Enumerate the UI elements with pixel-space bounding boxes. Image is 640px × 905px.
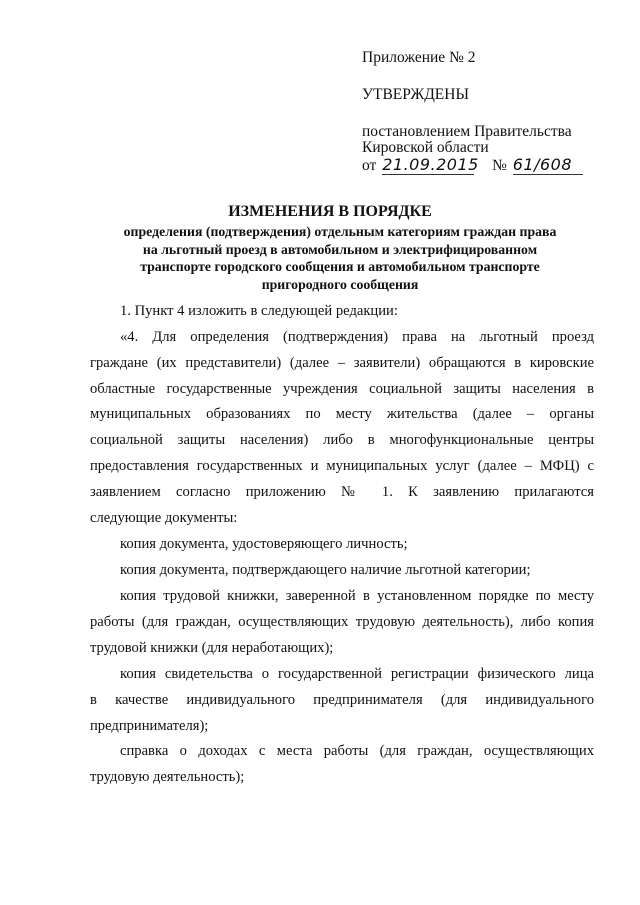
list-item-line: справка о доходах с места работы (для граждан, осуществляющих	[120, 743, 594, 759]
number-prefix: №	[492, 157, 507, 174]
list-item-line: в качестве индивидуального предпринимателя (для индивидуального	[90, 691, 594, 708]
paragraph-line: следующие документы:	[90, 509, 238, 526]
handwritten-number: 61/608	[513, 155, 583, 175]
document-item-3	[90, 584, 594, 661]
date-number-line	[362, 155, 583, 175]
paragraph-line: предоставления государственных и муниципальных услуг (далее – МФЦ) с	[90, 457, 594, 474]
paragraph-line: социальной защиты населения) либо в многофункциональные центры	[90, 432, 594, 449]
paragraph-line: «4. Для определения (подтверждения) права на льготный проезд	[120, 329, 594, 345]
date-prefix: от	[362, 157, 377, 174]
approved-label: УТВЕРЖДЕНЫ	[362, 86, 469, 103]
subtitle-line: на льготный проезд в автомобильном и электрифицированном	[142, 241, 538, 257]
list-item-line: трудовой книжки (для неработающих);	[90, 639, 334, 656]
document-item-4	[90, 662, 594, 739]
document-item-2	[90, 558, 594, 584]
list-item-line: трудовую деятельность);	[90, 768, 245, 785]
list-item: копия документа, удостоверяющего личность;	[120, 536, 408, 552]
paragraph-line: заявлением согласно приложению № 1. К заявлению прилагаются	[90, 483, 594, 500]
document-item-1	[90, 532, 594, 558]
list-item-line: работы (для граждан, осуществляющих трудовую деятельность), либо копия	[90, 613, 594, 630]
list-item-line: копия свидетельства о государственной регистрации физического лица	[120, 666, 594, 682]
list-item-line: копия трудовой книжки, заверенной в установленном порядке по месту	[120, 588, 594, 604]
subtitle-line: определения (подтверждения) отдельным категориям граждан права	[123, 224, 557, 239]
appendix-label: Приложение № 2	[362, 49, 476, 66]
list-item: копия документа, подтверждающего наличие льготной категории;	[120, 562, 531, 578]
document-title: ИЗМЕНЕНИЯ В ПОРЯДКЕ	[228, 203, 432, 220]
paragraph-line: областные государственные учреждения социальной защиты населения в	[90, 380, 594, 397]
paragraph-line: граждане (их представители) (далее – заявители) обращаются в кировские	[90, 354, 594, 371]
document-subtitle	[100, 223, 580, 293]
subtitle-line: пригородного сообщения	[261, 276, 419, 292]
decree-line-1: постановлением Правительства	[362, 123, 572, 140]
paragraph-4	[90, 325, 594, 531]
item-1: 1. Пункт 4 изложить в следующей редакции:	[120, 303, 398, 319]
document-item-5	[90, 739, 594, 791]
list-item-line: предпринимателя);	[90, 717, 209, 734]
decree-line-2: Кировской области	[362, 139, 489, 156]
handwritten-date: 21.09.2015	[382, 155, 479, 174]
subtitle-line: транспорте городского сообщения и автомобильном транспорте	[140, 259, 540, 274]
paragraph-line: муниципальных образованиях по месту жительства (далее – органы	[90, 406, 594, 423]
